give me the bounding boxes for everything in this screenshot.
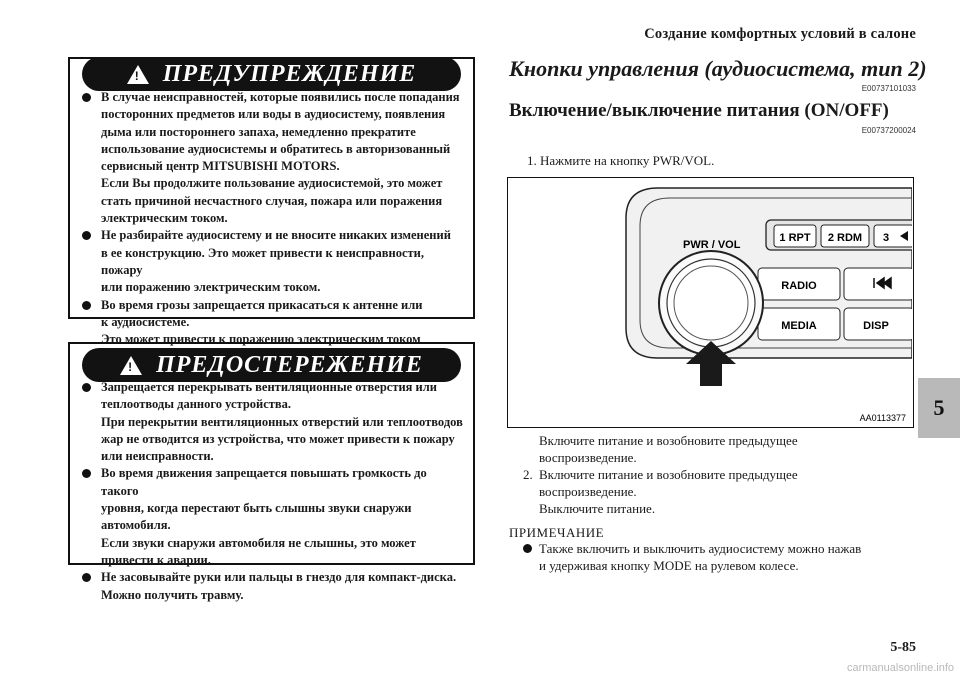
- line: посторонних предметов или воды в аудиосистему, появления: [101, 107, 446, 122]
- line: использование аудиосистемы и обратитесь в авторизованный: [101, 141, 451, 156]
- audio-panel-figure: [507, 177, 914, 428]
- warning-item: [81, 227, 465, 296]
- line: Включите питание и возобновите предыдущее: [539, 467, 798, 482]
- figure-code: AA0113377: [859, 413, 906, 423]
- watermark: carmanualsonline.info: [846, 662, 954, 674]
- line: Можно получить травму.: [101, 587, 244, 602]
- step-1-continuation: [539, 432, 899, 466]
- line: автомобиля.: [101, 518, 171, 533]
- line: воспроизведение.: [539, 484, 637, 499]
- line: При перекрытии вентиляционных отверстий или теплоотводов: [101, 414, 463, 429]
- warning-title: ПРЕДУПРЕЖДЕНИЕ: [162, 60, 417, 87]
- section-code: E00737101033: [861, 84, 916, 93]
- line: уровня, когда перестают быть слышны звуки снаружи: [101, 501, 412, 516]
- line: жар не отводится из устройства, что может привести к пожару: [101, 431, 455, 446]
- step-2: [523, 466, 903, 517]
- page-number: 5-85: [890, 640, 916, 655]
- line: стать причиной несчастного случая, пожара или поражения: [101, 193, 443, 208]
- line: привести к аварии.: [101, 552, 211, 567]
- warning-list: [81, 89, 465, 366]
- line: Это может привести к поражению электрическим током: [101, 332, 421, 347]
- line: Во время движения запрещается повышать громкость до такого: [101, 466, 427, 498]
- line: теплоотводы данного устройства.: [101, 397, 292, 412]
- button-radio-label: RADIO: [781, 280, 817, 292]
- subsection-code: E00737200024: [861, 126, 916, 135]
- line: Если звуки снаружи автомобиля не слышны, это может: [101, 535, 416, 550]
- note-item: [523, 540, 903, 574]
- line: Выключите питание.: [539, 501, 656, 516]
- bullet-icon: [82, 469, 91, 478]
- caution-item: [81, 379, 465, 465]
- button-3-label: 3: [882, 232, 890, 244]
- line: В случае неисправностей, которые появились после попадания: [101, 90, 460, 104]
- bullet-icon: [523, 544, 532, 553]
- bullet-icon: [82, 573, 91, 582]
- pwr-vol-label: PWR / VOL: [683, 239, 741, 251]
- caution-item: [81, 569, 465, 604]
- caution-item: [81, 465, 465, 569]
- note-title: ПРИМЕЧАНИЕ: [509, 525, 605, 540]
- button-media-label: MEDIA: [781, 320, 817, 332]
- step-2-number: 2.: [523, 467, 533, 482]
- line: Если Вы продолжите пользование аудиосистемой, это может: [101, 176, 443, 191]
- line: или неисправности.: [101, 449, 214, 464]
- bullet-icon: [82, 231, 91, 240]
- line: Во время грозы запрещается прикасаться к антенне или: [101, 297, 423, 312]
- chapter-tab: 5: [918, 378, 960, 438]
- line: в ее конструкцию. Это может привести к неисправности, пожару: [101, 245, 424, 277]
- line: Запрещается перекрывать вентиляционные отверстия или: [101, 380, 437, 394]
- caution-title: ПРЕДОСТЕРЕЖЕНИЕ: [156, 351, 423, 378]
- bullet-icon: [82, 383, 91, 392]
- line: Включите питание и возобновите предыдущее: [539, 433, 798, 448]
- line: к аудиосистеме.: [101, 314, 190, 329]
- section-title: Кнопки управления (аудиосистема, тип 2): [509, 56, 927, 81]
- caution-list: [81, 379, 465, 604]
- warning-triangle-icon: !: [127, 65, 149, 84]
- line: воспроизведение.: [539, 450, 637, 465]
- page-header-title: Создание комфортных условий в салоне: [644, 26, 916, 42]
- line: дыма или постороннего запаха, немедленно прекратите: [101, 124, 416, 139]
- line: Также включить и выключить аудиосистему можно нажав: [539, 541, 862, 556]
- line: и удерживая кнопку MODE на рулевом колесе.: [539, 558, 799, 573]
- line: Не разбирайте аудиосистему и не вносите никаких изменений: [101, 228, 451, 243]
- button-1-rpt-label: 1 RPT: [779, 232, 811, 244]
- audio-panel-illustration: [508, 178, 912, 426]
- warning-header: [82, 57, 461, 91]
- step-1: 1. Нажмите на кнопку PWR/VOL.: [527, 153, 715, 168]
- caution-header: [82, 348, 461, 382]
- line: электрическим током.: [101, 211, 228, 226]
- line: сервисный центр MITSUBISHI MOTORS.: [101, 159, 340, 174]
- caution-box: [68, 342, 475, 602]
- bullet-icon: [82, 301, 91, 310]
- button-2-rdm-label: 2 RDM: [827, 232, 863, 244]
- subsection-title: Включение/выключение питания (ON/OFF): [509, 100, 889, 121]
- line: Не засовывайте руки или пальцы в гнездо для компакт-диска.: [101, 570, 457, 585]
- warning-box: [68, 57, 475, 347]
- line: или поражению электрическим током.: [101, 280, 321, 295]
- bullet-icon: [82, 93, 91, 102]
- caution-triangle-icon: !: [120, 356, 142, 375]
- button-disp-label: DISP: [863, 320, 889, 332]
- warning-item: [81, 89, 465, 227]
